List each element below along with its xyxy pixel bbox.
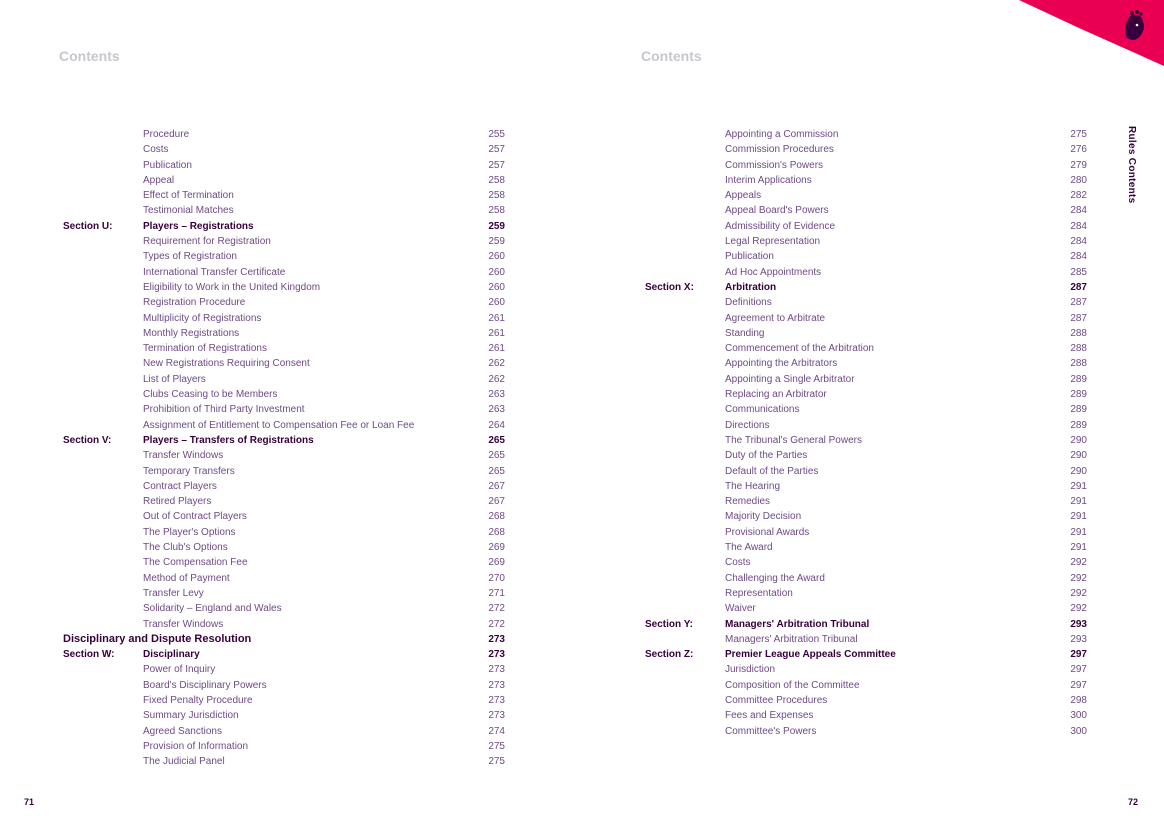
toc-entry-page: 273 [488,649,505,661]
toc-entry[interactable] [645,387,1087,402]
toc-entry-title: Ad Hoc Appointments [725,266,822,278]
toc-entry-page: 285 [1070,266,1087,278]
toc-entry-page: 291 [1070,542,1087,554]
toc-entry-title: Waiver [725,603,756,615]
toc-section-label: Section Y: [645,618,693,630]
toc-entry[interactable] [63,555,505,570]
toc-entry-title: Composition of the Committee [725,679,860,691]
right-page-number: 72 [1128,797,1139,807]
toc-entry-title: Replacing an Arbitrator [725,389,827,401]
toc-entry-page: 268 [488,526,505,538]
toc-entry-page: 300 [1070,725,1087,737]
toc-entry-page: 291 [1070,511,1087,523]
toc-entry[interactable] [63,326,505,341]
toc-entry-title: Appeals [725,190,762,202]
toc-entry-page: 288 [1070,327,1087,339]
toc-entry[interactable] [645,571,1087,586]
toc-entry[interactable] [645,311,1087,326]
toc-entry[interactable] [63,219,505,234]
toc-entry[interactable] [63,448,505,463]
toc-entry-page: 274 [488,725,505,737]
toc-entry-title: Temporary Transfers [143,465,235,477]
toc-entry-title: Fees and Expenses [725,710,814,722]
toc-entry[interactable] [645,280,1087,295]
toc-entry-title: Requirement for Registration [143,236,271,248]
toc-section-label: Section U: [63,220,113,232]
toc-entry[interactable] [645,341,1087,356]
toc-entry-page: 265 [488,450,505,462]
toc-entry-page: 258 [488,205,505,217]
toc-entry-page: 267 [488,496,505,508]
toc-entry-page: 260 [488,281,505,293]
toc-entry-title: Challenging the Award [725,572,825,584]
toc-entry[interactable] [645,219,1087,234]
toc-entry-page: 267 [488,480,505,492]
toc-entry-title: Retired Players [143,496,212,508]
toc-entry-title: Commencement of the Arbitration [725,343,874,355]
toc-entry-page: 268 [488,511,505,523]
toc-entry-page: 300 [1070,710,1087,722]
toc-entry-page: 273 [488,694,505,706]
toc-section-label: Section Z: [645,649,694,661]
toc-entry-title: Managers' Arbitration Tribunal [725,618,870,630]
toc-entry[interactable] [63,601,505,616]
toc-entry[interactable] [645,601,1087,616]
toc-entry-page: 265 [488,465,505,477]
toc-entry-page: 293 [1070,633,1087,645]
toc-entry-page: 255 [488,129,505,140]
toc-entry-page: 269 [488,557,505,569]
toc-entry[interactable] [63,617,505,632]
toc-entry-title: Appointing a Single Arbitrator [725,373,855,385]
toc-entry-page: 297 [1070,679,1087,691]
toc-entry-page: 287 [1070,281,1087,293]
toc-entry-page: 293 [1070,618,1087,630]
toc-entry-title: Commission's Powers [725,159,824,171]
toc-entry-page: 273 [488,633,505,645]
toc-entry-page: 287 [1070,297,1087,309]
toc-entry-page: 289 [1070,419,1087,431]
toc-entry-title: Transfer Windows [143,450,224,462]
toc-entry-page: 260 [488,297,505,309]
pink-corner-shape [1019,0,1164,66]
toc-entry[interactable] [645,356,1087,371]
right-contents-list [645,127,1087,739]
toc-entry-title: Clubs Ceasing to be Members [143,389,278,401]
toc-entry[interactable] [645,127,1087,142]
toc-entry-title: Appeal Board's Powers [725,205,829,217]
toc-entry-title: Duty of the Parties [725,450,808,462]
toc-entry-title: Provision of Information [143,740,249,752]
toc-entry[interactable] [63,662,505,677]
toc-entry-title: Costs [143,144,169,156]
toc-entry[interactable] [645,418,1087,433]
toc-entry[interactable] [645,632,1087,647]
toc-entry-page: 291 [1070,480,1087,492]
corner-banner [1019,0,1164,70]
toc-entry-title: Transfer Levy [143,587,204,599]
toc-entry-title: Managers' Arbitration Tribunal [725,633,858,645]
toc-entry-title: List of Players [143,373,206,385]
toc-entry[interactable] [645,617,1087,632]
toc-entry[interactable] [63,188,505,203]
toc-entry[interactable] [63,341,505,356]
toc-entry-title: Legal Representation [725,236,821,248]
toc-entry-title: Representation [725,587,793,599]
toc-entry-page: 284 [1070,236,1087,248]
toc-entry-page: 271 [488,587,505,599]
toc-entry-title: Transfer Windows [143,618,224,630]
toc-entry-title: The Club's Options [143,542,228,554]
toc-entry-page: 290 [1070,450,1087,462]
toc-entry-title: Eligibility to Work in the United Kingdom [143,281,321,293]
toc-entry-page: 260 [488,266,505,278]
toc-entry[interactable] [645,678,1087,693]
toc-entry[interactable] [645,433,1087,448]
crown-point [1130,11,1134,15]
toc-entry[interactable] [63,295,505,310]
right-page-heading: Contents [641,48,702,64]
toc-entry-title: Types of Registration [143,251,237,263]
toc-entry[interactable] [63,249,505,264]
toc-entry-title: Jurisdiction [725,664,776,676]
toc-entry[interactable] [645,509,1087,524]
toc-entry-page: 263 [488,389,505,401]
toc-entry-title: Prohibition of Third Party Investment [143,404,305,416]
toc-entry[interactable] [645,173,1087,188]
toc-entry-page: 284 [1070,220,1087,232]
toc-entry-page: 292 [1070,603,1087,615]
toc-entry-page: 282 [1070,190,1087,202]
toc-entry-title: Termination of Registrations [143,343,267,355]
toc-entry-page: 275 [488,756,505,768]
toc-entry-page: 289 [1070,404,1087,416]
toc-entry[interactable] [645,464,1087,479]
toc-entry[interactable] [63,158,505,173]
toc-entry-page: 289 [1070,389,1087,401]
toc-entry[interactable] [645,142,1087,157]
toc-entry[interactable] [645,555,1087,570]
toc-entry-page: 297 [1070,664,1087,676]
toc-entry-page: 261 [488,343,505,355]
toc-entry-title: International Transfer Certificate [143,266,286,278]
toc-entry-title: Contract Players [143,480,217,492]
toc-entry-title: Disciplinary [143,649,200,661]
toc-entry-title: Monthly Registrations [143,327,240,339]
left-contents-list [63,127,505,769]
toc-entry-title: Agreed Sanctions [143,725,222,737]
toc-entry-title: Out of Contract Players [143,511,247,523]
toc-entry[interactable] [645,525,1087,540]
toc-entry[interactable] [63,571,505,586]
toc-entry[interactable] [63,693,505,708]
toc-entry-page: 291 [1070,496,1087,508]
side-section-label: Rules Contents [1126,126,1137,204]
toc-entry-page: 290 [1070,465,1087,477]
toc-entry[interactable] [645,326,1087,341]
toc-entry-page: 262 [488,358,505,370]
toc-entry[interactable] [63,525,505,540]
toc-entry-title: Summary Jurisdiction [143,710,239,722]
toc-entry-page: 261 [488,327,505,339]
toc-entry-page: 292 [1070,572,1087,584]
toc-entry-title: Board's Disciplinary Powers [143,679,267,691]
toc-entry[interactable] [63,311,505,326]
toc-entry-page: 263 [488,404,505,416]
toc-entry-title: Committee Procedures [725,694,828,706]
toc-entry-title: Publication [143,159,192,171]
toc-entry-title: Effect of Termination [143,190,234,202]
toc-entry-page: 288 [1070,358,1087,370]
crown-point [1135,10,1139,14]
toc-entry-title: Publication [725,251,774,263]
toc-entry-page: 258 [488,174,505,186]
toc-entry[interactable] [63,464,505,479]
toc-entry-page: 273 [488,664,505,676]
toc-entry-title: Players – Transfers of Registrations [143,434,314,446]
toc-entry-page: 260 [488,251,505,263]
toc-entry[interactable] [63,479,505,494]
toc-entry-page: 275 [488,740,505,752]
toc-section-label: Section X: [645,281,694,293]
left-page-number: 71 [24,797,35,807]
toc-entry-page: 264 [488,419,505,431]
toc-entry-page: 280 [1070,174,1087,186]
toc-entry-page: 287 [1070,312,1087,324]
toc-entry-page: 291 [1070,526,1087,538]
toc-entry[interactable] [645,234,1087,249]
toc-entry[interactable] [63,632,505,647]
toc-entry-page: 257 [488,144,505,156]
toc-entry-title: The Award [725,542,773,554]
toc-section-label: Section V: [63,434,112,446]
toc-entry-title: Power of Inquiry [143,664,216,676]
toc-entry[interactable] [645,188,1087,203]
toc-entry-page: 290 [1070,434,1087,446]
toc-entry[interactable] [645,540,1087,555]
toc-entry-page: 292 [1070,587,1087,599]
lion-eye [1136,24,1139,27]
toc-entry-title: Appointing the Arbitrators [725,358,838,370]
toc-entry-title: Commission Procedures [725,144,834,156]
toc-entry-title: Disciplinary and Dispute Resolution [63,632,252,645]
toc-entry-title: Default of the Parties [725,465,819,477]
toc-entry-page: 275 [1070,129,1087,140]
toc-entry-page: 258 [488,190,505,202]
toc-entry-page: 284 [1070,205,1087,217]
crown-point [1139,12,1142,15]
toc-entry[interactable] [63,173,505,188]
toc-entry[interactable] [63,494,505,509]
toc-entry-title: New Registrations Requiring Consent [143,358,310,370]
toc-entry-title: Definitions [725,297,772,309]
left-page-heading: Contents [59,48,120,64]
toc-entry-title: Multiplicity of Registrations [143,312,262,324]
toc-entry-title: Fixed Penalty Procedure [143,694,253,706]
toc-entry[interactable] [63,402,505,417]
toc-entry-title: Registration Procedure [143,297,246,309]
toc-entry-title: Arbitration [725,281,777,293]
toc-entry-page: 259 [488,236,505,248]
toc-entry[interactable] [645,662,1087,677]
toc-entry[interactable] [63,127,505,142]
toc-entry-title: Directions [725,419,770,431]
toc-entry-title: Assignment of Entitlement to Compensation Fee or Loan Fee [143,419,415,431]
toc-entry[interactable] [645,249,1087,264]
toc-entry-title: Agreement to Arbitrate [725,312,826,324]
toc-entry[interactable] [63,708,505,723]
toc-entry[interactable] [645,372,1087,387]
toc-entry[interactable] [63,234,505,249]
toc-entry-page: 288 [1070,343,1087,355]
toc-entry[interactable] [63,372,505,387]
toc-entry-page: 272 [488,618,505,630]
toc-entry-title: Solidarity – England and Wales [143,603,282,615]
toc-entry-page: 272 [488,603,505,615]
toc-entry[interactable] [63,586,505,601]
toc-entry-page: 289 [1070,373,1087,385]
toc-entry-title: Provisional Awards [725,526,810,538]
toc-entry[interactable] [63,433,505,448]
toc-entry-page: 292 [1070,557,1087,569]
toc-entry-page: 297 [1070,649,1087,661]
toc-entry[interactable] [63,754,505,769]
toc-entry-title: The Tribunal's General Powers [725,434,862,446]
toc-entry[interactable] [63,203,505,218]
toc-entry-page: 269 [488,542,505,554]
toc-entry[interactable] [63,387,505,402]
toc-entry[interactable] [63,280,505,295]
toc-entry-page: 259 [488,220,505,232]
toc-entry[interactable] [63,647,505,662]
toc-entry[interactable] [645,479,1087,494]
toc-entry-title: Standing [725,327,765,339]
toc-entry-title: Majority Decision [725,511,802,523]
toc-entry-title: Players – Registrations [143,220,254,232]
toc-entry[interactable] [645,265,1087,280]
toc-entry-title: Appeal [143,174,175,186]
toc-entry-title: Communications [725,404,800,416]
toc-entry[interactable] [63,540,505,555]
toc-entry-title: The Compensation Fee [143,557,248,569]
toc-entry-title: Admissibility of Evidence [725,220,836,232]
toc-entry[interactable] [645,203,1087,218]
toc-entry-page: 273 [488,679,505,691]
toc-entry-page: 298 [1070,694,1087,706]
toc-entry[interactable] [645,448,1087,463]
toc-entry[interactable] [63,724,505,739]
toc-entry[interactable] [645,494,1087,509]
toc-entry[interactable] [645,295,1087,310]
toc-entry[interactable] [645,724,1087,739]
toc-entry-page: 276 [1070,144,1087,156]
toc-entry-title: Remedies [725,496,771,508]
toc-entry-title: Premier League Appeals Committee [725,649,896,661]
toc-entry[interactable] [645,708,1087,723]
toc-entry[interactable] [63,265,505,280]
toc-entry-title: Testimonial Matches [143,205,234,217]
toc-entry[interactable] [63,678,505,693]
toc-entry-page: 257 [488,159,505,171]
toc-entry[interactable] [63,418,505,433]
toc-entry[interactable] [63,509,505,524]
toc-entry-title: Method of Payment [143,572,230,584]
toc-entry-title: Costs [725,557,751,569]
toc-entry-title: Appointing a Commission [725,129,839,140]
toc-entry[interactable] [645,158,1087,173]
toc-entry[interactable] [645,693,1087,708]
toc-entry[interactable] [645,402,1087,417]
toc-entry-title: The Hearing [725,480,781,492]
toc-entry-title: Committee's Powers [725,725,817,737]
toc-entry-page: 273 [488,710,505,722]
toc-entry[interactable] [645,647,1087,662]
toc-entry-page: 261 [488,312,505,324]
toc-entry-page: 279 [1070,159,1087,171]
toc-entry-page: 284 [1070,251,1087,263]
toc-entry-title: Interim Applications [725,174,812,186]
toc-entry[interactable] [63,739,505,754]
toc-entry-page: 262 [488,373,505,385]
toc-entry-title: The Judicial Panel [143,756,225,768]
toc-entry-title: The Player's Options [143,526,236,538]
toc-entry[interactable] [63,356,505,371]
toc-entry-title: Procedure [143,129,190,140]
toc-entry[interactable] [63,142,505,157]
toc-entry-page: 265 [488,434,505,446]
toc-entry-page: 270 [488,572,505,584]
toc-entry[interactable] [645,586,1087,601]
toc-section-label: Section W: [63,649,115,661]
